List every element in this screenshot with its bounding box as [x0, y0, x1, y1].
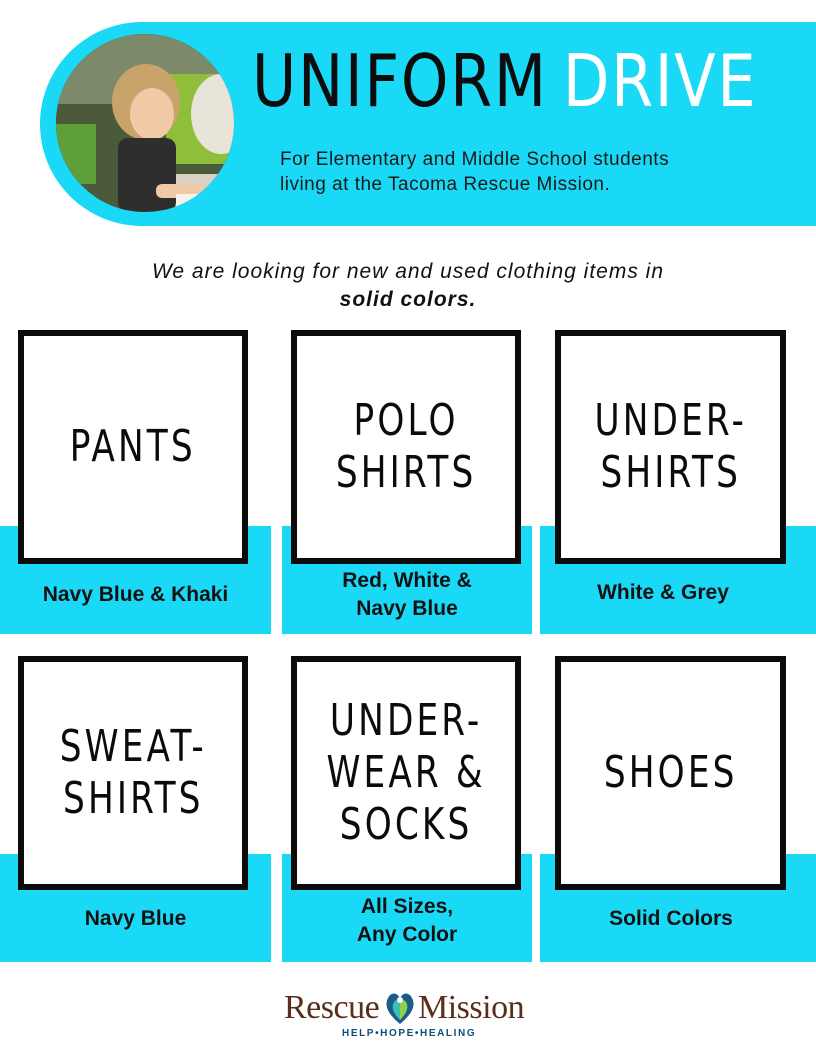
subtitle-line-2: living at the Tacoma Rescue Mission. [280, 174, 611, 195]
item-colors: Red, White & Navy Blue [342, 569, 472, 620]
item-card-underwear-socks [291, 656, 521, 890]
subtitle-line-1: For Elementary and Middle School students [280, 149, 670, 170]
subtitle [280, 147, 800, 197]
item-label: UNDER- SHIRTS [594, 395, 747, 498]
item-card-polo-shirts [291, 330, 521, 564]
logo-tagline: HELP•HOPE•HEALING [342, 1028, 477, 1039]
child-photo [56, 34, 234, 212]
item-label: SHOES [603, 747, 738, 798]
item-label: UNDER- WEAR & SOCKS [326, 695, 486, 850]
item-card-undershirts [555, 330, 786, 564]
rescue-mission-logo [284, 988, 534, 1044]
item-colors: Solid Colors [609, 907, 733, 930]
heart-hands-icon [384, 990, 416, 1026]
page-title [252, 36, 758, 126]
logo-word-mission: Mission [418, 989, 525, 1026]
item-colors: Navy Blue [84, 907, 187, 930]
intro-text [0, 258, 816, 314]
intro-line-1: We are looking for new and used clothing items in [151, 260, 665, 283]
item-label: PANTS [69, 421, 196, 472]
child-illustration [56, 34, 234, 212]
title-word-drive: DRIVE [562, 39, 758, 123]
title-word-uniform: UNIFORM [252, 39, 548, 123]
item-label: POLO SHIRTS [335, 395, 477, 498]
intro-line-2: solid colors. [339, 288, 477, 311]
item-label: SWEAT- SHIRTS [59, 721, 207, 824]
item-colors: Navy Blue & Khaki [42, 583, 229, 606]
logo-word-rescue: Rescue [284, 989, 380, 1026]
item-colors: White & Grey [597, 581, 729, 604]
item-card-shoes [555, 656, 786, 890]
item-card-pants [18, 330, 248, 564]
item-card-sweatshirts [18, 656, 248, 890]
item-colors: All Sizes, Any Color [356, 895, 458, 946]
